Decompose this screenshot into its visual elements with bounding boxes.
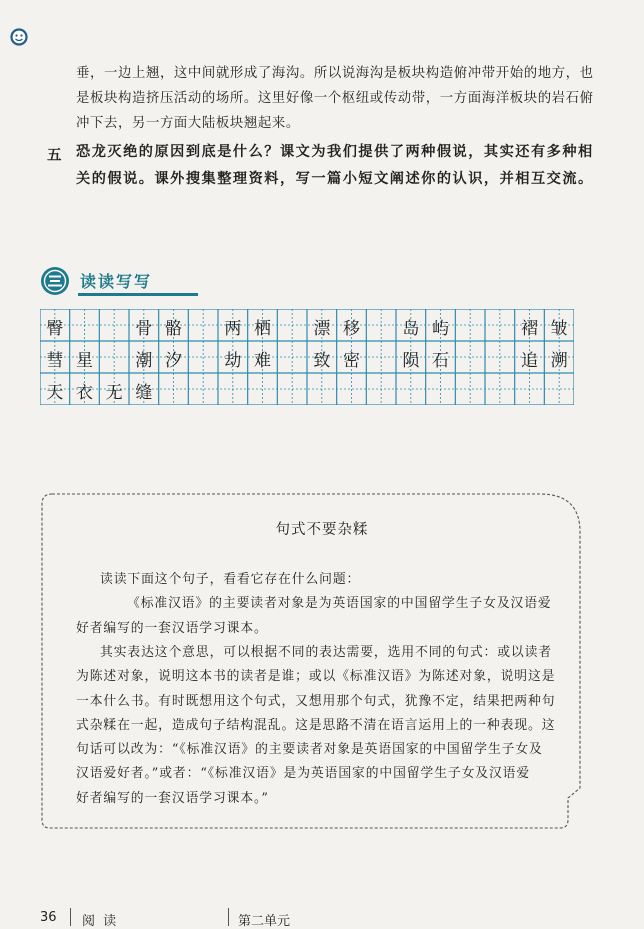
- grid-char: 皱: [550, 319, 568, 339]
- page-number: 36: [40, 910, 57, 925]
- grid-char: 汐: [165, 351, 182, 371]
- grid-char: 栖: [254, 319, 271, 339]
- read-write-header: [40, 266, 170, 298]
- grid-char: 屿: [432, 319, 449, 339]
- grid-char: 追: [521, 351, 538, 371]
- grid-char: 两: [224, 319, 242, 339]
- grid-char: 褶: [521, 319, 538, 339]
- grid-char: 漂: [313, 319, 331, 339]
- tip-box-line: 汉语爱好者。”或者：“《标准汉语》是为英语国家的中国留学生子女及汉语爱: [76, 766, 531, 782]
- grid-char: 劫: [224, 351, 242, 371]
- tip-box-line: 其实表达这个意思，可以根据不同的表达需要，选用不同的句式：或以读者: [100, 644, 552, 660]
- grid-char: 无: [105, 383, 123, 403]
- title-underline: [78, 293, 198, 296]
- continuation-paragraph: 垂，一边上翘，这中间就形成了海沟。所以说海沟是板块构造俯冲带开始的地方，也是板块构造挤压活动的场所。这里好像一个枢纽或传动带，一方面海洋板块的岩石俯冲下去，另一方面大陆板块翘起来。: [76, 66, 594, 131]
- grid-char: 衣: [76, 383, 93, 403]
- grid-char: 难: [254, 351, 271, 371]
- grid-char: 星: [76, 351, 93, 371]
- grid-char: 骼: [165, 319, 182, 339]
- tip-box-title: 句式不要杂糅: [275, 522, 369, 538]
- grid-char: 密: [343, 351, 360, 371]
- footer-divider: [228, 908, 229, 926]
- exercise-number: 五: [47, 147, 62, 164]
- tip-box-line: 一本什么书。有时既想用这个句式，又想用那个句式，犹豫不定，结果把两种句: [76, 693, 556, 709]
- grid-char: 天: [46, 383, 64, 403]
- grid-char: 臀: [46, 319, 64, 339]
- tip-box-line: 句话可以改为：“《标准汉语》的主要读者对象是英语国家的中国留学生子女及: [76, 742, 543, 758]
- footer-unit: 第二单元: [238, 914, 291, 929]
- footer-divider: [70, 908, 71, 926]
- grid-char: 缝: [135, 383, 153, 403]
- grid-char: 岛: [402, 319, 420, 339]
- grid-char: 移: [343, 319, 360, 339]
- tip-box-line: 式杂糅在一起，造成句子结构混乱。这是思路不清在语言运用上的一种表现。这: [76, 717, 556, 733]
- tip-box-line: 好者编写的一套汉语学习课本。”: [76, 790, 269, 806]
- tip-box-line: 好者编写的一套汉语学习课本。: [76, 620, 268, 636]
- grid-char: 溯: [550, 351, 568, 371]
- section-circle-icon: [40, 266, 70, 296]
- tip-box-line: 《标准汉语》的主要读者对象是为英语国家的中国留学生子女及汉语爱: [127, 596, 552, 612]
- grid-char: 潮: [135, 351, 153, 371]
- grid-char: 致: [313, 351, 331, 371]
- tip-box-line: 读读下面这个句子，看看它存在什么问题：: [100, 572, 361, 587]
- grid-char: 陨: [402, 351, 420, 371]
- footer-section: 阅 读: [82, 914, 119, 929]
- grid-char: 骨: [135, 319, 153, 339]
- tip-box-line: 为陈述对象，说明这本书的读者是谁；或以《标准汉语》为陈述对象，说明这是: [76, 669, 556, 685]
- grid-char: 石: [432, 351, 449, 371]
- exercise-text: 恐龙灭绝的原因到底是什么？课文为我们提供了两种假说，其实还有多种相关的假说。课外搜集整理资料，写一篇小短文阐述你的认识，并相互交流。: [76, 144, 594, 187]
- read-write-title: 读读写写: [80, 272, 153, 291]
- smiley-icon: [10, 28, 28, 46]
- grid-char: 彗: [46, 351, 64, 371]
